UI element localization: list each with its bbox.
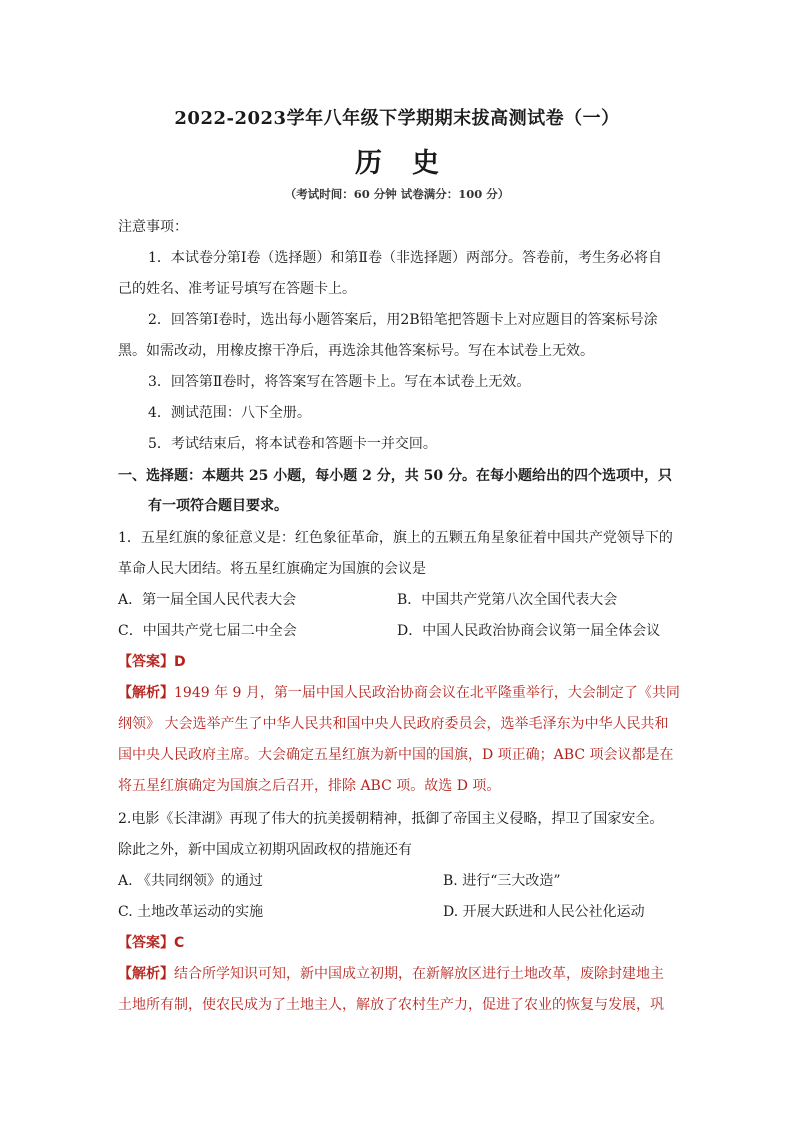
subject-title: 历史 [355,148,469,179]
q2-option-c: C. 土地改革运动的实施 [118,904,264,920]
note-5: 5．考试结束后，将本试卷和答题卡一并交回。 [148,436,437,452]
q1-analysis-line-3: 国中央人民政府主席。大会确定五星红旗为新中国的国旗，D 项正确；ABC 项会议都是在 [118,747,674,763]
q2-stem-line-1: 2.电影《长津湖》再现了伟大的抗美援朝精神，抵御了帝国主义侵略，捍卫了国家安全。 [118,811,664,827]
q2-answer-tag: 【答案】 [118,935,174,951]
q1-analysis-line-2: 纲领》 大会选举产生了中华人民共和国中央人民政府委员会，选举毛泽东为中华人民共和 [118,716,669,732]
notes-heading: 注意事项： [118,219,188,235]
q1-option-c: C．中国共产党七届二中全会 [118,623,297,639]
q1-option-b: B．中国共产党第八次全国代表大会 [397,592,618,608]
q2-option-a: A. 《共同纲领》的通过 [118,873,264,889]
note-2-line-1: 2．回答第Ⅰ卷时，选出每小题答案后，用2B铅笔把答题卡上对应题目的答案标号涂 [148,312,658,328]
q1-answer-value: D [174,654,186,670]
q2-option-d: D. 开展大跃进和人民公社化运动 [443,904,645,920]
q1-stem-line-1: 1．五星红旗的象征意义是：红色象征革命，旗上的五颗五角星象征着中国共产党领导下的 [118,530,673,546]
exam-title: 2022-2023学年八年级下学期期末拔高测试卷（一） [174,108,620,129]
q1-stem-line-2: 革命人民大团结。将五星红旗确定为国旗的会议是 [118,561,426,577]
q1-analysis-tag: 【解析】 [118,685,174,701]
q1-answer-tag: 【答案】 [118,654,174,670]
q2-analysis-line-2: 土地所有制，使农民成为了土地主人，解放了农村生产力，促进了农业的恢复与发展，巩 [118,997,664,1013]
q2-option-b: B. 进行“三大改造” [443,873,561,889]
q2-analysis-tag: 【解析】 [118,966,174,982]
q2-answer [118,933,678,953]
q2-answer-value: C [174,935,185,951]
q1-analysis-line-4: 将五星红旗确定为国旗之后召开，排除 ABC 项。故选 D 项。 [118,778,501,794]
note-1-line-1: 1．本试卷分第Ⅰ卷（选择题）和第Ⅱ卷（非选择题）两部分。答卷前，考生务必将自 [148,250,662,266]
note-1-line-2: 己的姓名、准考证号填写在答题卡上。 [118,281,356,297]
q1-analysis-line-1 [118,683,678,703]
exam-info: （考试时间：60 分钟 试卷满分：100 分） [284,187,510,201]
section-heading-line-2: 有一项符合题目要求。 [148,498,288,514]
note-4: 4．测试范围：八下全册。 [148,405,311,421]
q1-answer [118,652,678,672]
section-heading-line-1: 一、选择题：本题共 25 小题，每小题 2 分，共 50 分。在每小题给出的四个选项中，只 [118,468,672,484]
q1-analysis-text-1: 1949 年 9 月，第一届中国人民政治协商会议在北平隆重举行，大会制定了《共同 [174,685,680,701]
q2-analysis-line-1 [118,964,678,984]
note-3: 3．回答第Ⅱ卷时，将答案写在答题卡上。写在本试卷上无效。 [148,374,531,390]
q1-option-d: D．中国人民政治协商会议第一届全体会议 [397,623,661,639]
q1-option-a: A．第一届全国人民代表大会 [118,592,297,608]
q2-stem-line-2: 除此之外，新中国成立初期巩固政权的措施还有 [118,842,412,858]
q2-analysis-text-1: 结合所学知识可知，新中国成立初期，在新解放区进行土地改革，废除封建地主 [174,966,664,982]
note-2-line-2: 黑。如需改动，用橡皮擦干净后，再选涂其他答案标号。写在本试卷上无效。 [118,343,594,359]
